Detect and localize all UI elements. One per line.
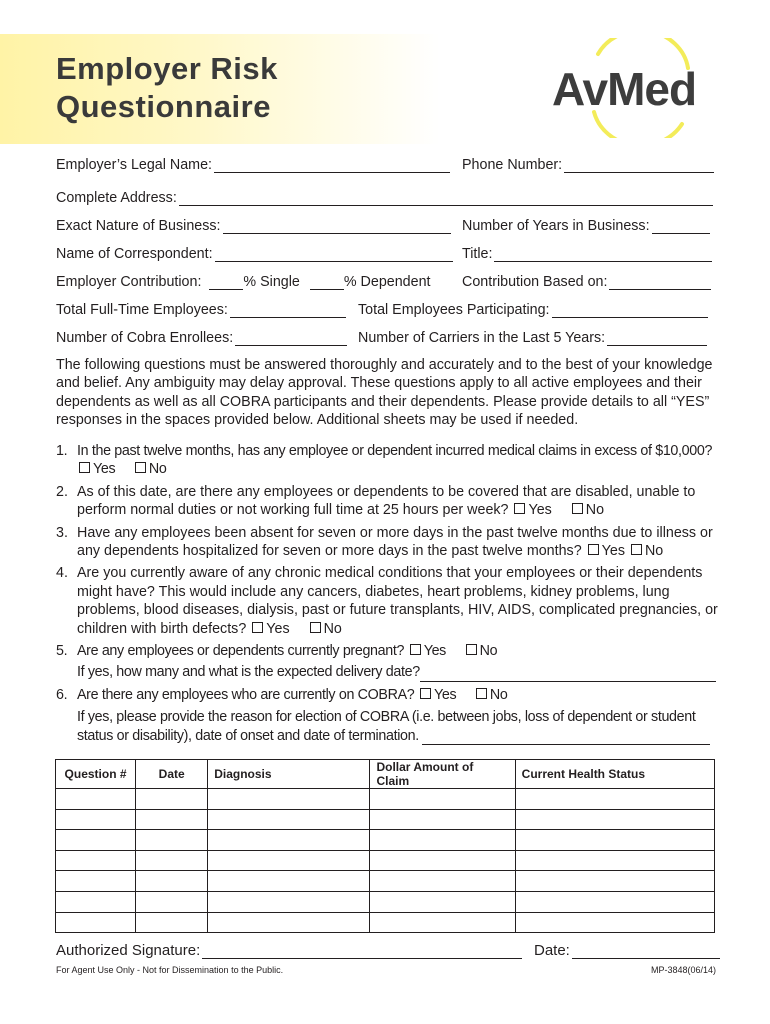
followup-text: If yes, how many and what is the expected delivery date?	[77, 664, 420, 681]
row-legal-name	[56, 156, 716, 178]
nature-field[interactable]	[56, 217, 451, 234]
q6-yes-option[interactable]: Yes	[418, 687, 456, 703]
checkbox-icon	[572, 503, 583, 514]
footer	[56, 965, 716, 975]
question-3	[56, 524, 718, 561]
question-number: 6.	[56, 686, 68, 703]
followup-text: If yes, please provide the reason for election of COBRA (i.e. between jobs, loss of dependent or student status or disability), date of onset and date of termination.	[77, 709, 696, 744]
q5-no-option[interactable]: No	[464, 643, 498, 659]
table-cell[interactable]	[208, 809, 370, 830]
q1-no-option[interactable]: No	[133, 461, 167, 477]
table-row	[56, 789, 715, 810]
table-cell[interactable]	[208, 891, 370, 912]
footer-disclaimer: For Agent Use Only - Not for Dissemination to the Public.	[56, 965, 284, 975]
fulltime-field[interactable]	[56, 301, 346, 318]
checkbox-icon	[135, 462, 146, 473]
table-cell[interactable]	[56, 830, 136, 851]
table-cell[interactable]	[56, 891, 136, 912]
dependent-label: % Dependent	[343, 274, 431, 290]
q6-no-option[interactable]: No	[474, 687, 508, 703]
question-5	[56, 642, 718, 682]
table-cell[interactable]	[208, 871, 370, 892]
col-diagnosis: Diagnosis	[208, 760, 370, 789]
legal-name-field[interactable]	[56, 156, 450, 173]
table-cell[interactable]	[370, 871, 515, 892]
table-row	[56, 891, 715, 912]
form-title	[56, 50, 278, 126]
contribution-label: Employer Contribution:	[56, 274, 202, 290]
title-line-2: Questionnaire	[56, 89, 271, 124]
title-field[interactable]	[462, 245, 712, 262]
table-cell[interactable]	[136, 850, 208, 871]
single-label: % Single	[243, 274, 300, 290]
row-cobra	[56, 329, 716, 351]
checkbox-icon	[310, 622, 321, 633]
table-row	[56, 871, 715, 892]
date-label: Date:	[534, 942, 570, 959]
q5-followup-input[interactable]	[420, 667, 716, 682]
q2-no-option[interactable]: No	[570, 502, 604, 518]
participating-label: Total Employees Participating:	[358, 302, 550, 318]
q1-yes-option[interactable]: Yes	[77, 461, 115, 477]
address-label: Complete Address:	[56, 190, 177, 206]
q2-yes-option[interactable]: Yes	[512, 502, 551, 518]
q5-followup	[77, 663, 718, 681]
table-body	[56, 789, 715, 933]
checkbox-icon	[476, 688, 487, 699]
table-row	[56, 850, 715, 871]
avmed-logo	[548, 38, 718, 138]
q5-yes-option[interactable]: Yes	[408, 643, 446, 659]
row-fulltime	[56, 301, 716, 323]
table-cell[interactable]	[370, 830, 515, 851]
table-cell[interactable]	[56, 912, 136, 933]
question-number: 5.	[56, 643, 68, 660]
carriers-field[interactable]	[358, 329, 707, 346]
table-cell[interactable]	[136, 871, 208, 892]
question-number: 2.	[56, 483, 68, 500]
table-cell[interactable]	[515, 830, 714, 851]
col-date: Date	[136, 760, 208, 789]
question-text: In the past twelve months, has any employee or dependent incurred medical claims in excess of $10,000?	[77, 443, 713, 459]
table-cell[interactable]	[208, 850, 370, 871]
checkbox-icon	[420, 688, 431, 699]
title-label: Title:	[462, 246, 493, 262]
checkbox-icon	[79, 462, 90, 473]
correspondent-field[interactable]	[56, 245, 453, 262]
col-question: Question #	[56, 760, 136, 789]
row-contribution	[56, 273, 716, 295]
table-cell[interactable]	[370, 789, 515, 810]
instructions: The following questions must be answered thoroughly and accurately and to the best of your knowledge and belief. Any ambiguity may delay approval. These questions apply to all active employees and their dependents as well as all COBRA participants and their dependents. Please provide details to all “YES” responses in the spaces provided below. Additional sheets may be used if needed.	[56, 357, 713, 429]
form-number: MP-3848(06/14)	[650, 965, 716, 975]
single-pct-input[interactable]	[209, 273, 243, 290]
table-cell[interactable]	[208, 789, 370, 810]
q6-followup-input[interactable]	[422, 730, 710, 745]
contribution-based-label: Contribution Based on:	[462, 274, 608, 290]
row-address	[56, 189, 716, 211]
table-cell[interactable]	[56, 789, 136, 810]
q3-yes-option[interactable]: Yes	[586, 543, 625, 559]
participating-field[interactable]	[358, 301, 708, 318]
table-cell[interactable]	[515, 809, 714, 830]
address-field[interactable]	[56, 189, 713, 206]
table-cell[interactable]	[515, 912, 714, 933]
dependent-pct-input[interactable]	[310, 273, 344, 290]
question-6	[56, 686, 718, 745]
question-4	[56, 564, 718, 638]
table-cell[interactable]	[515, 871, 714, 892]
q4-yes-option[interactable]: Yes	[250, 621, 289, 637]
years-label: Number of Years in Business:	[462, 218, 650, 234]
claims-table	[55, 759, 715, 933]
checkbox-icon	[514, 503, 525, 514]
phone-label: Phone Number:	[462, 157, 563, 173]
col-health-status: Current Health Status	[515, 760, 714, 789]
question-list	[56, 442, 718, 749]
row-nature	[56, 217, 716, 239]
table-cell[interactable]	[136, 891, 208, 912]
table-header-row	[56, 760, 715, 789]
question-number: 1.	[56, 443, 68, 459]
fulltime-label: Total Full-Time Employees:	[56, 302, 228, 318]
table-cell[interactable]	[370, 850, 515, 871]
table-cell[interactable]	[136, 830, 208, 851]
signature-row	[56, 942, 716, 964]
nature-label: Exact Nature of Business:	[56, 218, 221, 234]
checkbox-icon	[631, 544, 642, 555]
table-cell[interactable]	[515, 789, 714, 810]
table-cell[interactable]	[208, 830, 370, 851]
question-text: As of this date, are there any employees or dependents to be covered that are disabled, unable to perform normal duties or not working full time at 25 hours per week?	[77, 483, 696, 519]
question-1	[56, 442, 718, 479]
table-cell[interactable]	[370, 809, 515, 830]
signature-label: Authorized Signature:	[56, 942, 201, 959]
q6-followup	[77, 708, 718, 745]
table-cell[interactable]	[136, 789, 208, 810]
checkbox-icon	[410, 644, 421, 655]
row-correspondent	[56, 245, 716, 267]
question-text: Are you currently aware of any chronic medical conditions that your employees or their dependents might have? This would include any cancers, diabetes, heart problems, kidney problems, lung problems, blood diseases, dialysis, past or future transplants, HIV, AIDS, complicated pregnancies, or children with birth defects?	[77, 565, 718, 637]
table-row	[56, 809, 715, 830]
logo-text: AvMed	[552, 63, 697, 115]
question-text: Have any employees been absent for seven or more days in the past twelve months due to illness or any dependents hospitalized for seven or more days in the past twelve months?	[77, 524, 713, 560]
table-cell[interactable]	[515, 891, 714, 912]
table-cell[interactable]	[56, 871, 136, 892]
question-text: Are there any employees who are currently on COBRA?	[77, 686, 415, 703]
cobra-enrollees-label: Number of Cobra Enrollees:	[56, 330, 234, 346]
question-number: 3.	[56, 524, 68, 541]
cobra-enrollees-field[interactable]	[56, 329, 347, 346]
question-2	[56, 483, 718, 520]
checkbox-icon	[466, 644, 477, 655]
col-dollar-amount: Dollar Amount of Claim	[370, 760, 515, 789]
legal-name-label: Employer’s Legal Name:	[56, 157, 213, 173]
contribution-based-field[interactable]	[462, 273, 711, 290]
date-field[interactable]	[534, 942, 720, 959]
q3-no-option[interactable]: No	[629, 543, 663, 559]
question-text: Are any employees or dependents currently pregnant?	[77, 643, 405, 660]
table-cell[interactable]	[56, 850, 136, 871]
table-cell[interactable]	[515, 850, 714, 871]
table-cell[interactable]	[136, 809, 208, 830]
carriers-label: Number of Carriers in the Last 5 Years:	[358, 330, 606, 346]
correspondent-label: Name of Correspondent:	[56, 246, 213, 262]
table-row	[56, 912, 715, 933]
signature-field[interactable]	[56, 942, 522, 959]
table-cell[interactable]	[370, 912, 515, 933]
q4-no-option[interactable]: No	[308, 621, 342, 637]
table-row	[56, 830, 715, 851]
years-field[interactable]	[462, 217, 710, 234]
title-line-1: Employer Risk	[56, 51, 278, 86]
table-cell[interactable]	[208, 912, 370, 933]
contribution-field	[56, 273, 431, 290]
table-cell[interactable]	[56, 809, 136, 830]
table-cell[interactable]	[370, 891, 515, 912]
checkbox-icon	[252, 622, 263, 633]
table-cell[interactable]	[136, 912, 208, 933]
checkbox-icon	[588, 544, 599, 555]
phone-field[interactable]	[462, 156, 714, 173]
question-number: 4.	[56, 565, 68, 582]
